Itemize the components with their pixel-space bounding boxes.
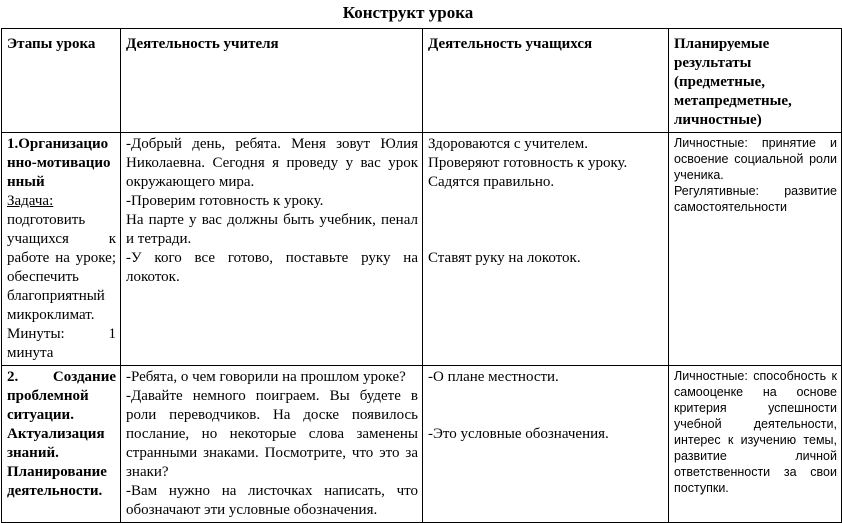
- result-text: Личностные: способность к самооценке на основе критерия успешности учебной деятельности, интерес к изучению темы, развитие личной ответственности за свои поступки.: [674, 369, 837, 495]
- results-cell: [669, 366, 842, 523]
- teacher-text: -Добрый день, ребята. Меня зовут Юлия Николаевна. Сегодня я проведу у вас урок окружающего мира.: [126, 136, 418, 190]
- header-students: Деятельность учащихся: [423, 29, 669, 133]
- header-results: Планируемые результаты (предметные, метапредметные, личностные): [669, 29, 842, 133]
- teacher-cell: [121, 133, 423, 366]
- students-cell: [423, 366, 669, 523]
- result-text: Личностные: принятие и освоение социальной роли ученика.: [674, 136, 837, 182]
- stage-cell: [2, 133, 121, 366]
- table-row: [2, 366, 842, 523]
- task-text: подготовить учащихся к работе на уроке; обеспечить благоприятный микроклимат.: [7, 212, 116, 323]
- student-text: Ставят руку на локоток.: [428, 250, 581, 266]
- minutes-label: Минуты:: [7, 326, 65, 342]
- students-cell: [423, 133, 669, 366]
- student-text: -О плане местности.: [428, 369, 559, 385]
- page-title: Конструкт урока: [342, 3, 474, 22]
- teacher-text: -Давайте немного поиграем. Вы будете в роли переводчиков. На доске появилось послание, но некоторые слова заменены странными знаками. Посмотрите, что это за знаки?: [126, 388, 418, 480]
- teacher-text: -Вам нужно на листочках написать, что обозначают эти условные обозначения.: [126, 483, 418, 518]
- teacher-text: -Проверим готовность к уроку.: [126, 193, 324, 209]
- minutes-unit: минута: [7, 345, 54, 361]
- student-text: -Это условные обозначения.: [428, 426, 609, 442]
- teacher-text: -Ребята, о чем говорили на прошлом уроке?: [126, 369, 406, 385]
- stage-title: Актуализация знаний.: [7, 426, 105, 461]
- header-teacher: Деятельность учителя: [121, 29, 423, 133]
- table-row: [2, 133, 842, 366]
- minutes-line: [7, 325, 116, 344]
- student-text: Садятся правильно.: [428, 174, 555, 190]
- result-text: Регулятивные: развитие самостоятельности: [674, 184, 837, 214]
- teacher-text: На парте у вас должны быть учебник, пенал и тетради.: [126, 212, 418, 247]
- student-text: Здороваются с учителем.: [428, 136, 588, 152]
- stage-cell: [2, 366, 121, 523]
- teacher-cell: [121, 366, 423, 523]
- stage-title: 2. Создание проблемной ситуации.: [7, 369, 116, 423]
- results-cell: [669, 133, 842, 366]
- header-stages: Этапы урока: [2, 29, 121, 133]
- lesson-table: [1, 28, 842, 523]
- teacher-text: -У кого все готово, поставьте руку на локоток.: [126, 250, 418, 285]
- stage-title: Планирование деятельности.: [7, 464, 107, 499]
- stage-title: 1.Организационно-мотивационный: [7, 136, 111, 190]
- task-label: Задача:: [7, 193, 54, 209]
- header-row: [2, 29, 842, 133]
- student-text: Проверяют готовность к уроку.: [428, 155, 628, 171]
- minutes-value: 1: [108, 326, 116, 342]
